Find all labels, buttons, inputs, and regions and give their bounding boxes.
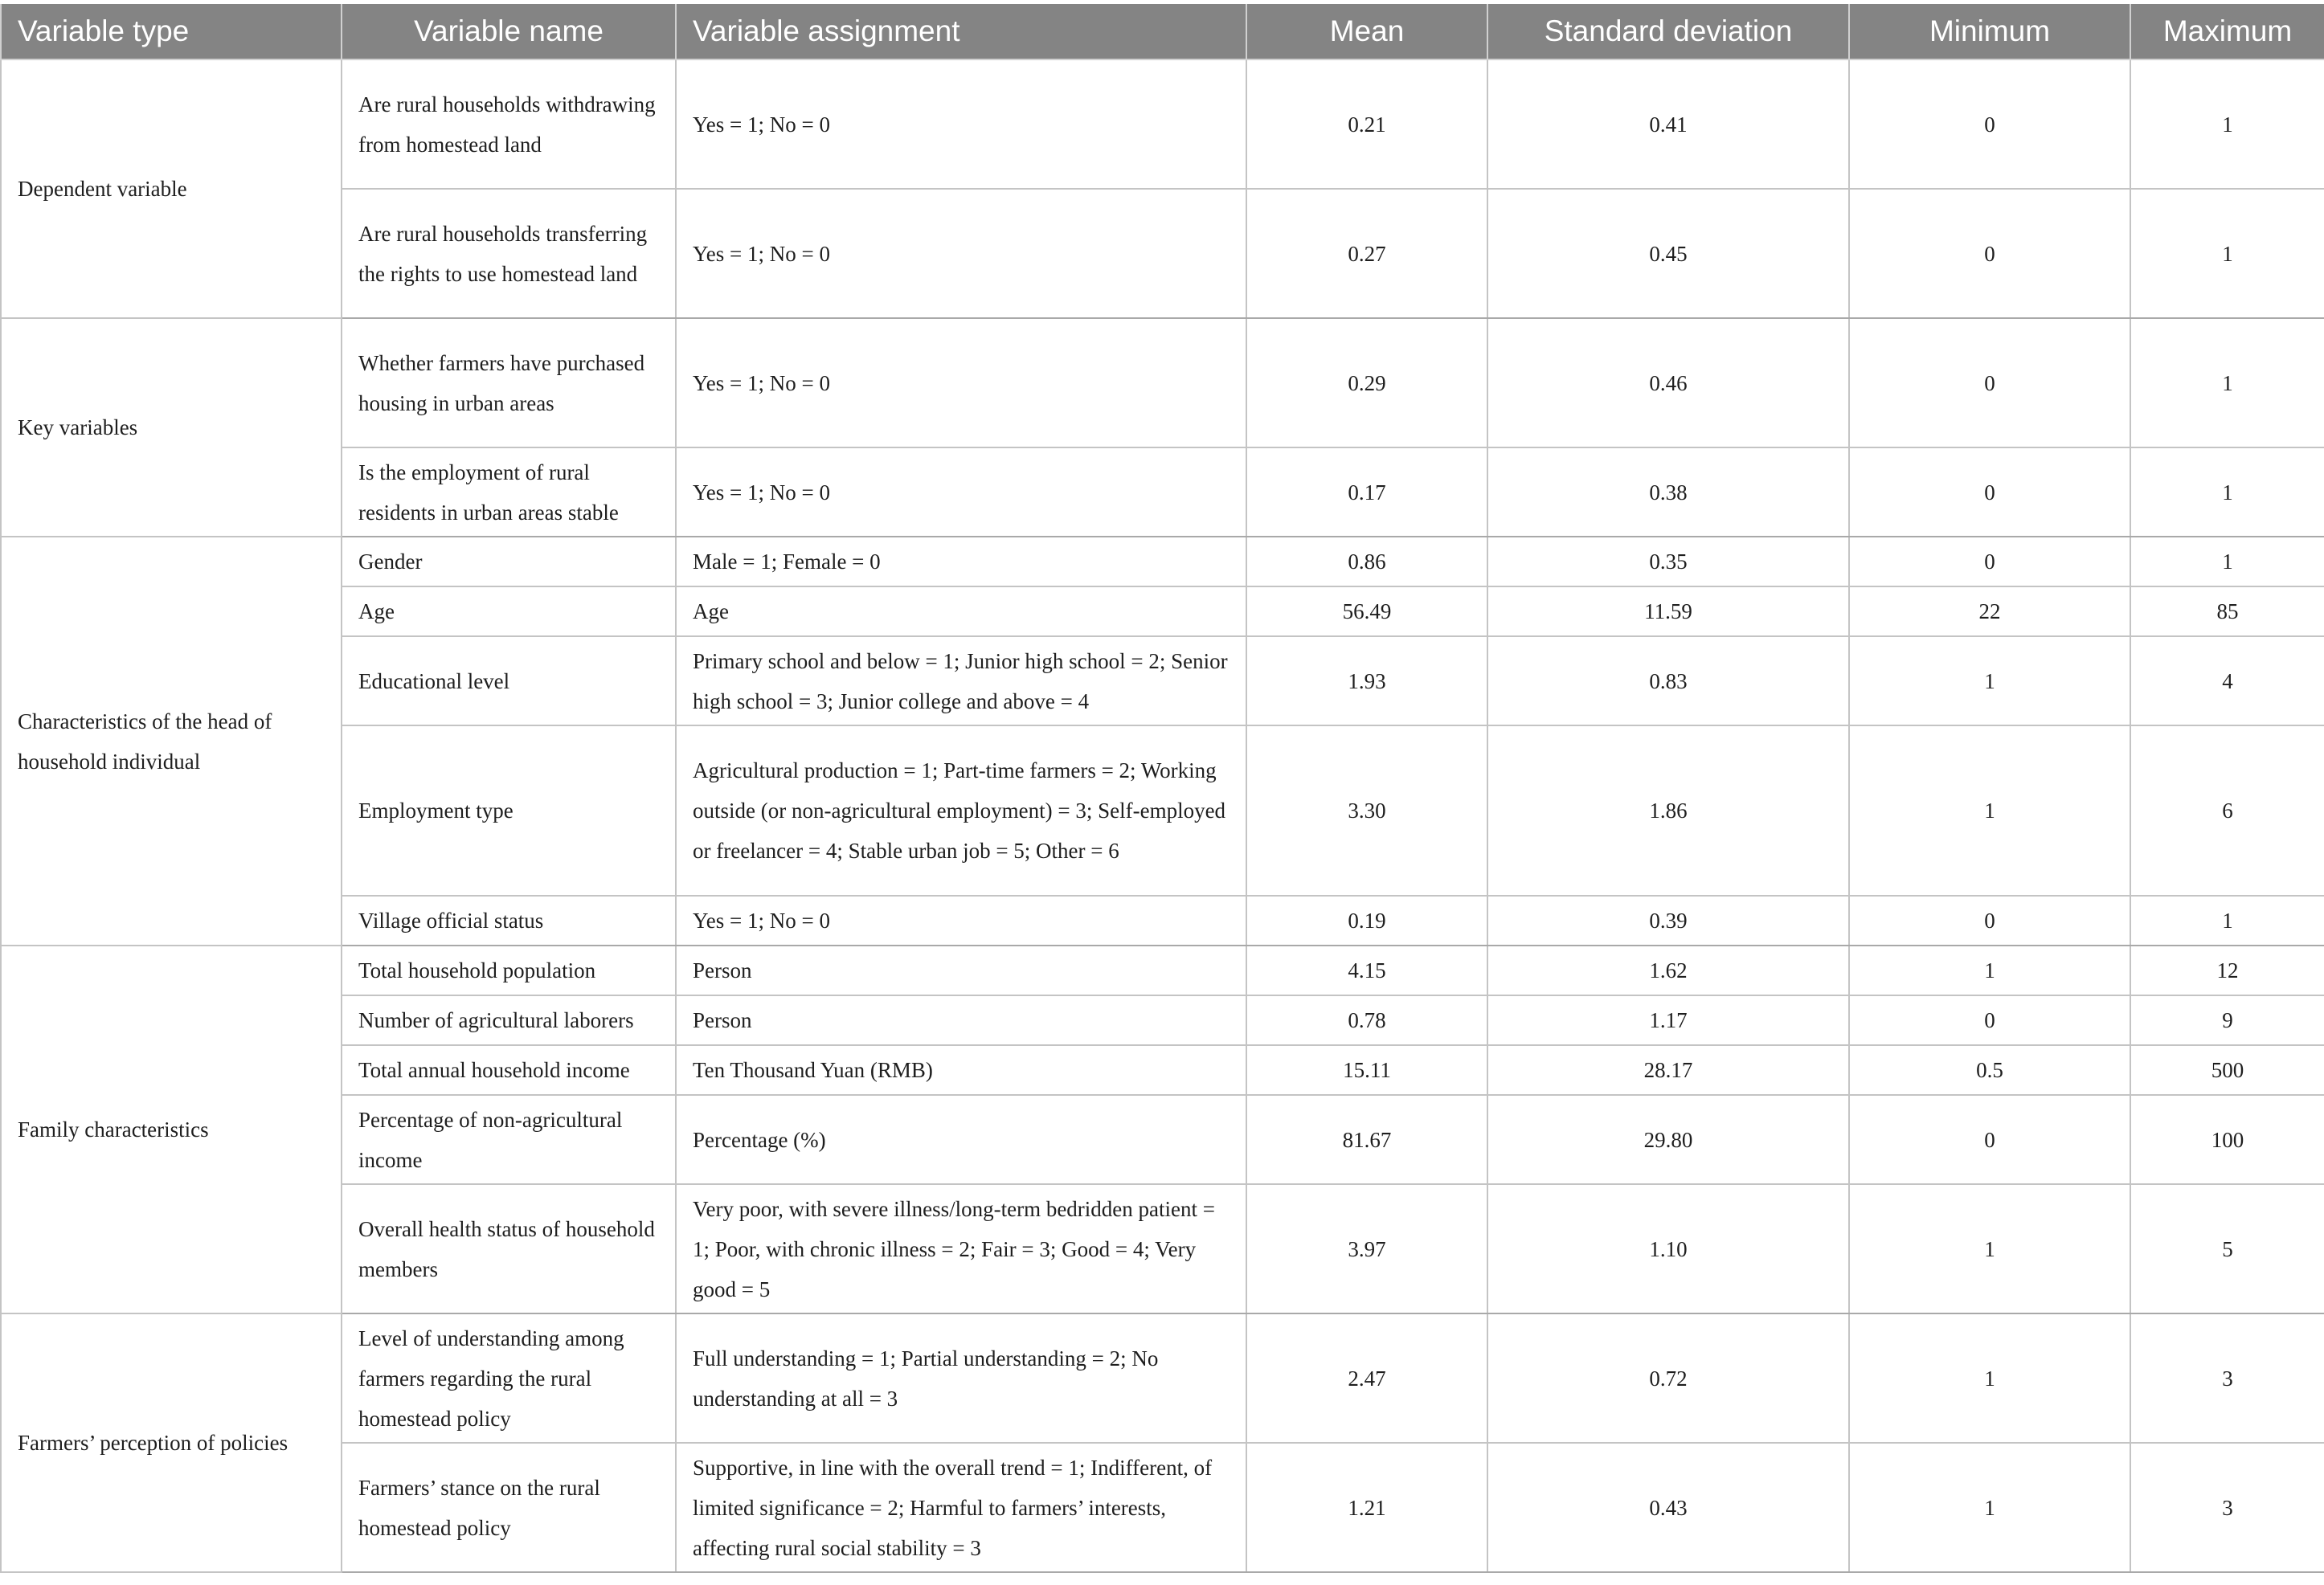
header-standard-deviation: Standard deviation [1487, 4, 1849, 59]
minimum-cell: 1 [1849, 1184, 2130, 1313]
variable-type-cell: Farmers’ perception of policies [1, 1313, 342, 1572]
minimum-cell: 22 [1849, 586, 2130, 636]
variable-type-cell: Characteristics of the head of household individual [1, 537, 342, 946]
table-row [1, 1313, 2324, 1443]
standard-deviation-cell: 29.80 [1487, 1095, 1849, 1184]
mean-cell: 81.67 [1246, 1095, 1487, 1184]
minimum-cell: 0 [1849, 189, 2130, 318]
header-variable-type: Variable type [1, 4, 342, 59]
variable-assignment-cell: Agricultural production = 1; Part-time farmers = 2; Working outside (or non-agricultural employment) = 3; Self-employed or freelancer = 4; Stable urban job = 5; Other = 6 [676, 725, 1246, 896]
variable-assignment-cell: Very poor, with severe illness/long-term bedridden patient = 1; Poor, with chronic illness = 2; Fair = 3; Good = 4; Very good = 5 [676, 1184, 1246, 1313]
variable-assignment-cell: Percentage (%) [676, 1095, 1246, 1184]
variable-name-cell: Employment type [342, 725, 676, 896]
standard-deviation-cell: 0.45 [1487, 189, 1849, 318]
minimum-cell: 1 [1849, 1313, 2130, 1443]
variable-name-cell: Is the employment of rural residents in urban areas stable [342, 447, 676, 537]
standard-deviation-cell: 0.41 [1487, 59, 1849, 189]
mean-cell: 0.27 [1246, 189, 1487, 318]
variable-assignment-cell: Yes = 1; No = 0 [676, 318, 1246, 447]
standard-deviation-cell: 0.83 [1487, 636, 1849, 725]
maximum-cell: 1 [2130, 537, 2324, 586]
maximum-cell: 1 [2130, 318, 2324, 447]
maximum-cell: 9 [2130, 995, 2324, 1045]
maximum-cell: 1 [2130, 59, 2324, 189]
variable-name-cell: Educational level [342, 636, 676, 725]
variable-assignment-cell: Primary school and below = 1; Junior high school = 2; Senior high school = 3; Junior college and above = 4 [676, 636, 1246, 725]
maximum-cell: 1 [2130, 896, 2324, 946]
table-row [1, 59, 2324, 189]
maximum-cell: 5 [2130, 1184, 2324, 1313]
table-row [1, 1045, 2324, 1095]
variable-assignment-cell: Yes = 1; No = 0 [676, 59, 1246, 189]
maximum-cell: 3 [2130, 1443, 2324, 1572]
minimum-cell: 0 [1849, 318, 2130, 447]
minimum-cell: 1 [1849, 946, 2130, 995]
standard-deviation-cell: 0.72 [1487, 1313, 1849, 1443]
variable-assignment-cell: Person [676, 995, 1246, 1045]
variable-name-cell: Whether farmers have purchased housing in urban areas [342, 318, 676, 447]
mean-cell: 15.11 [1246, 1045, 1487, 1095]
variable-assignment-cell: Supportive, in line with the overall trend = 1; Indifferent, of limited significance = 2; Harmful to farmers’ interests, affecting rural social stability = 3 [676, 1443, 1246, 1572]
mean-cell: 0.21 [1246, 59, 1487, 189]
minimum-cell: 0 [1849, 1095, 2130, 1184]
variable-name-cell: Are rural households withdrawing from homestead land [342, 59, 676, 189]
maximum-cell: 100 [2130, 1095, 2324, 1184]
minimum-cell: 1 [1849, 725, 2130, 896]
maximum-cell: 4 [2130, 636, 2324, 725]
statistics-table-container [0, 4, 2324, 1573]
variable-assignment-cell: Yes = 1; No = 0 [676, 189, 1246, 318]
mean-cell: 0.29 [1246, 318, 1487, 447]
header-variable-assignment: Variable assignment [676, 4, 1246, 59]
table-row [1, 1443, 2324, 1572]
mean-cell: 56.49 [1246, 586, 1487, 636]
variable-name-cell: Overall health status of household members [342, 1184, 676, 1313]
mean-cell: 0.86 [1246, 537, 1487, 586]
standard-deviation-cell: 0.35 [1487, 537, 1849, 586]
standard-deviation-cell: 0.38 [1487, 447, 1849, 537]
minimum-cell: 0.5 [1849, 1045, 2130, 1095]
mean-cell: 0.78 [1246, 995, 1487, 1045]
maximum-cell: 500 [2130, 1045, 2324, 1095]
mean-cell: 1.93 [1246, 636, 1487, 725]
mean-cell: 3.97 [1246, 1184, 1487, 1313]
variable-type-cell: Dependent variable [1, 59, 342, 318]
header-minimum: Minimum [1849, 4, 2130, 59]
table-row [1, 1095, 2324, 1184]
mean-cell: 1.21 [1246, 1443, 1487, 1572]
header-mean: Mean [1246, 4, 1487, 59]
variable-name-cell: Farmers’ stance on the rural homestead policy [342, 1443, 676, 1572]
variable-assignment-cell: Person [676, 946, 1246, 995]
table-row [1, 896, 2324, 946]
variable-assignment-cell: Ten Thousand Yuan (RMB) [676, 1045, 1246, 1095]
minimum-cell: 1 [1849, 1443, 2130, 1572]
table-body [1, 59, 2324, 1572]
maximum-cell: 3 [2130, 1313, 2324, 1443]
table-row [1, 586, 2324, 636]
standard-deviation-cell: 1.10 [1487, 1184, 1849, 1313]
standard-deviation-cell: 0.46 [1487, 318, 1849, 447]
table-row [1, 636, 2324, 725]
table-row [1, 1184, 2324, 1313]
minimum-cell: 0 [1849, 537, 2130, 586]
maximum-cell: 85 [2130, 586, 2324, 636]
variable-type-cell: Family characteristics [1, 946, 342, 1313]
variable-name-cell: Gender [342, 537, 676, 586]
standard-deviation-cell: 0.39 [1487, 896, 1849, 946]
mean-cell: 4.15 [1246, 946, 1487, 995]
table-row [1, 318, 2324, 447]
maximum-cell: 6 [2130, 725, 2324, 896]
standard-deviation-cell: 1.17 [1487, 995, 1849, 1045]
variable-name-cell: Village official status [342, 896, 676, 946]
variable-type-cell: Key variables [1, 318, 342, 537]
variable-name-cell: Percentage of non-agricultural income [342, 1095, 676, 1184]
maximum-cell: 1 [2130, 447, 2324, 537]
variable-assignment-cell: Male = 1; Female = 0 [676, 537, 1246, 586]
standard-deviation-cell: 28.17 [1487, 1045, 1849, 1095]
variable-assignment-cell: Age [676, 586, 1246, 636]
minimum-cell: 0 [1849, 447, 2130, 537]
maximum-cell: 1 [2130, 189, 2324, 318]
minimum-cell: 0 [1849, 59, 2130, 189]
table-row [1, 189, 2324, 318]
minimum-cell: 1 [1849, 636, 2130, 725]
mean-cell: 2.47 [1246, 1313, 1487, 1443]
variable-name-cell: Total household population [342, 946, 676, 995]
minimum-cell: 0 [1849, 896, 2130, 946]
table-row [1, 995, 2324, 1045]
minimum-cell: 0 [1849, 995, 2130, 1045]
mean-cell: 0.19 [1246, 896, 1487, 946]
variable-name-cell: Total annual household income [342, 1045, 676, 1095]
maximum-cell: 12 [2130, 946, 2324, 995]
header-variable-name: Variable name [342, 4, 676, 59]
header-maximum: Maximum [2130, 4, 2324, 59]
variable-name-cell: Are rural households transferring the rights to use homestead land [342, 189, 676, 318]
descriptive-statistics-table [0, 4, 2324, 1573]
mean-cell: 3.30 [1246, 725, 1487, 896]
standard-deviation-cell: 11.59 [1487, 586, 1849, 636]
variable-name-cell: Age [342, 586, 676, 636]
standard-deviation-cell: 0.43 [1487, 1443, 1849, 1572]
standard-deviation-cell: 1.62 [1487, 946, 1849, 995]
variable-name-cell: Number of agricultural laborers [342, 995, 676, 1045]
mean-cell: 0.17 [1246, 447, 1487, 537]
variable-name-cell: Level of understanding among farmers regarding the rural homestead policy [342, 1313, 676, 1443]
table-row [1, 725, 2324, 896]
table-row [1, 537, 2324, 586]
variable-assignment-cell: Yes = 1; No = 0 [676, 447, 1246, 537]
variable-assignment-cell: Full understanding = 1; Partial understanding = 2; No understanding at all = 3 [676, 1313, 1246, 1443]
table-row [1, 946, 2324, 995]
variable-assignment-cell: Yes = 1; No = 0 [676, 896, 1246, 946]
header-row [1, 4, 2324, 59]
standard-deviation-cell: 1.86 [1487, 725, 1849, 896]
table-row [1, 447, 2324, 537]
